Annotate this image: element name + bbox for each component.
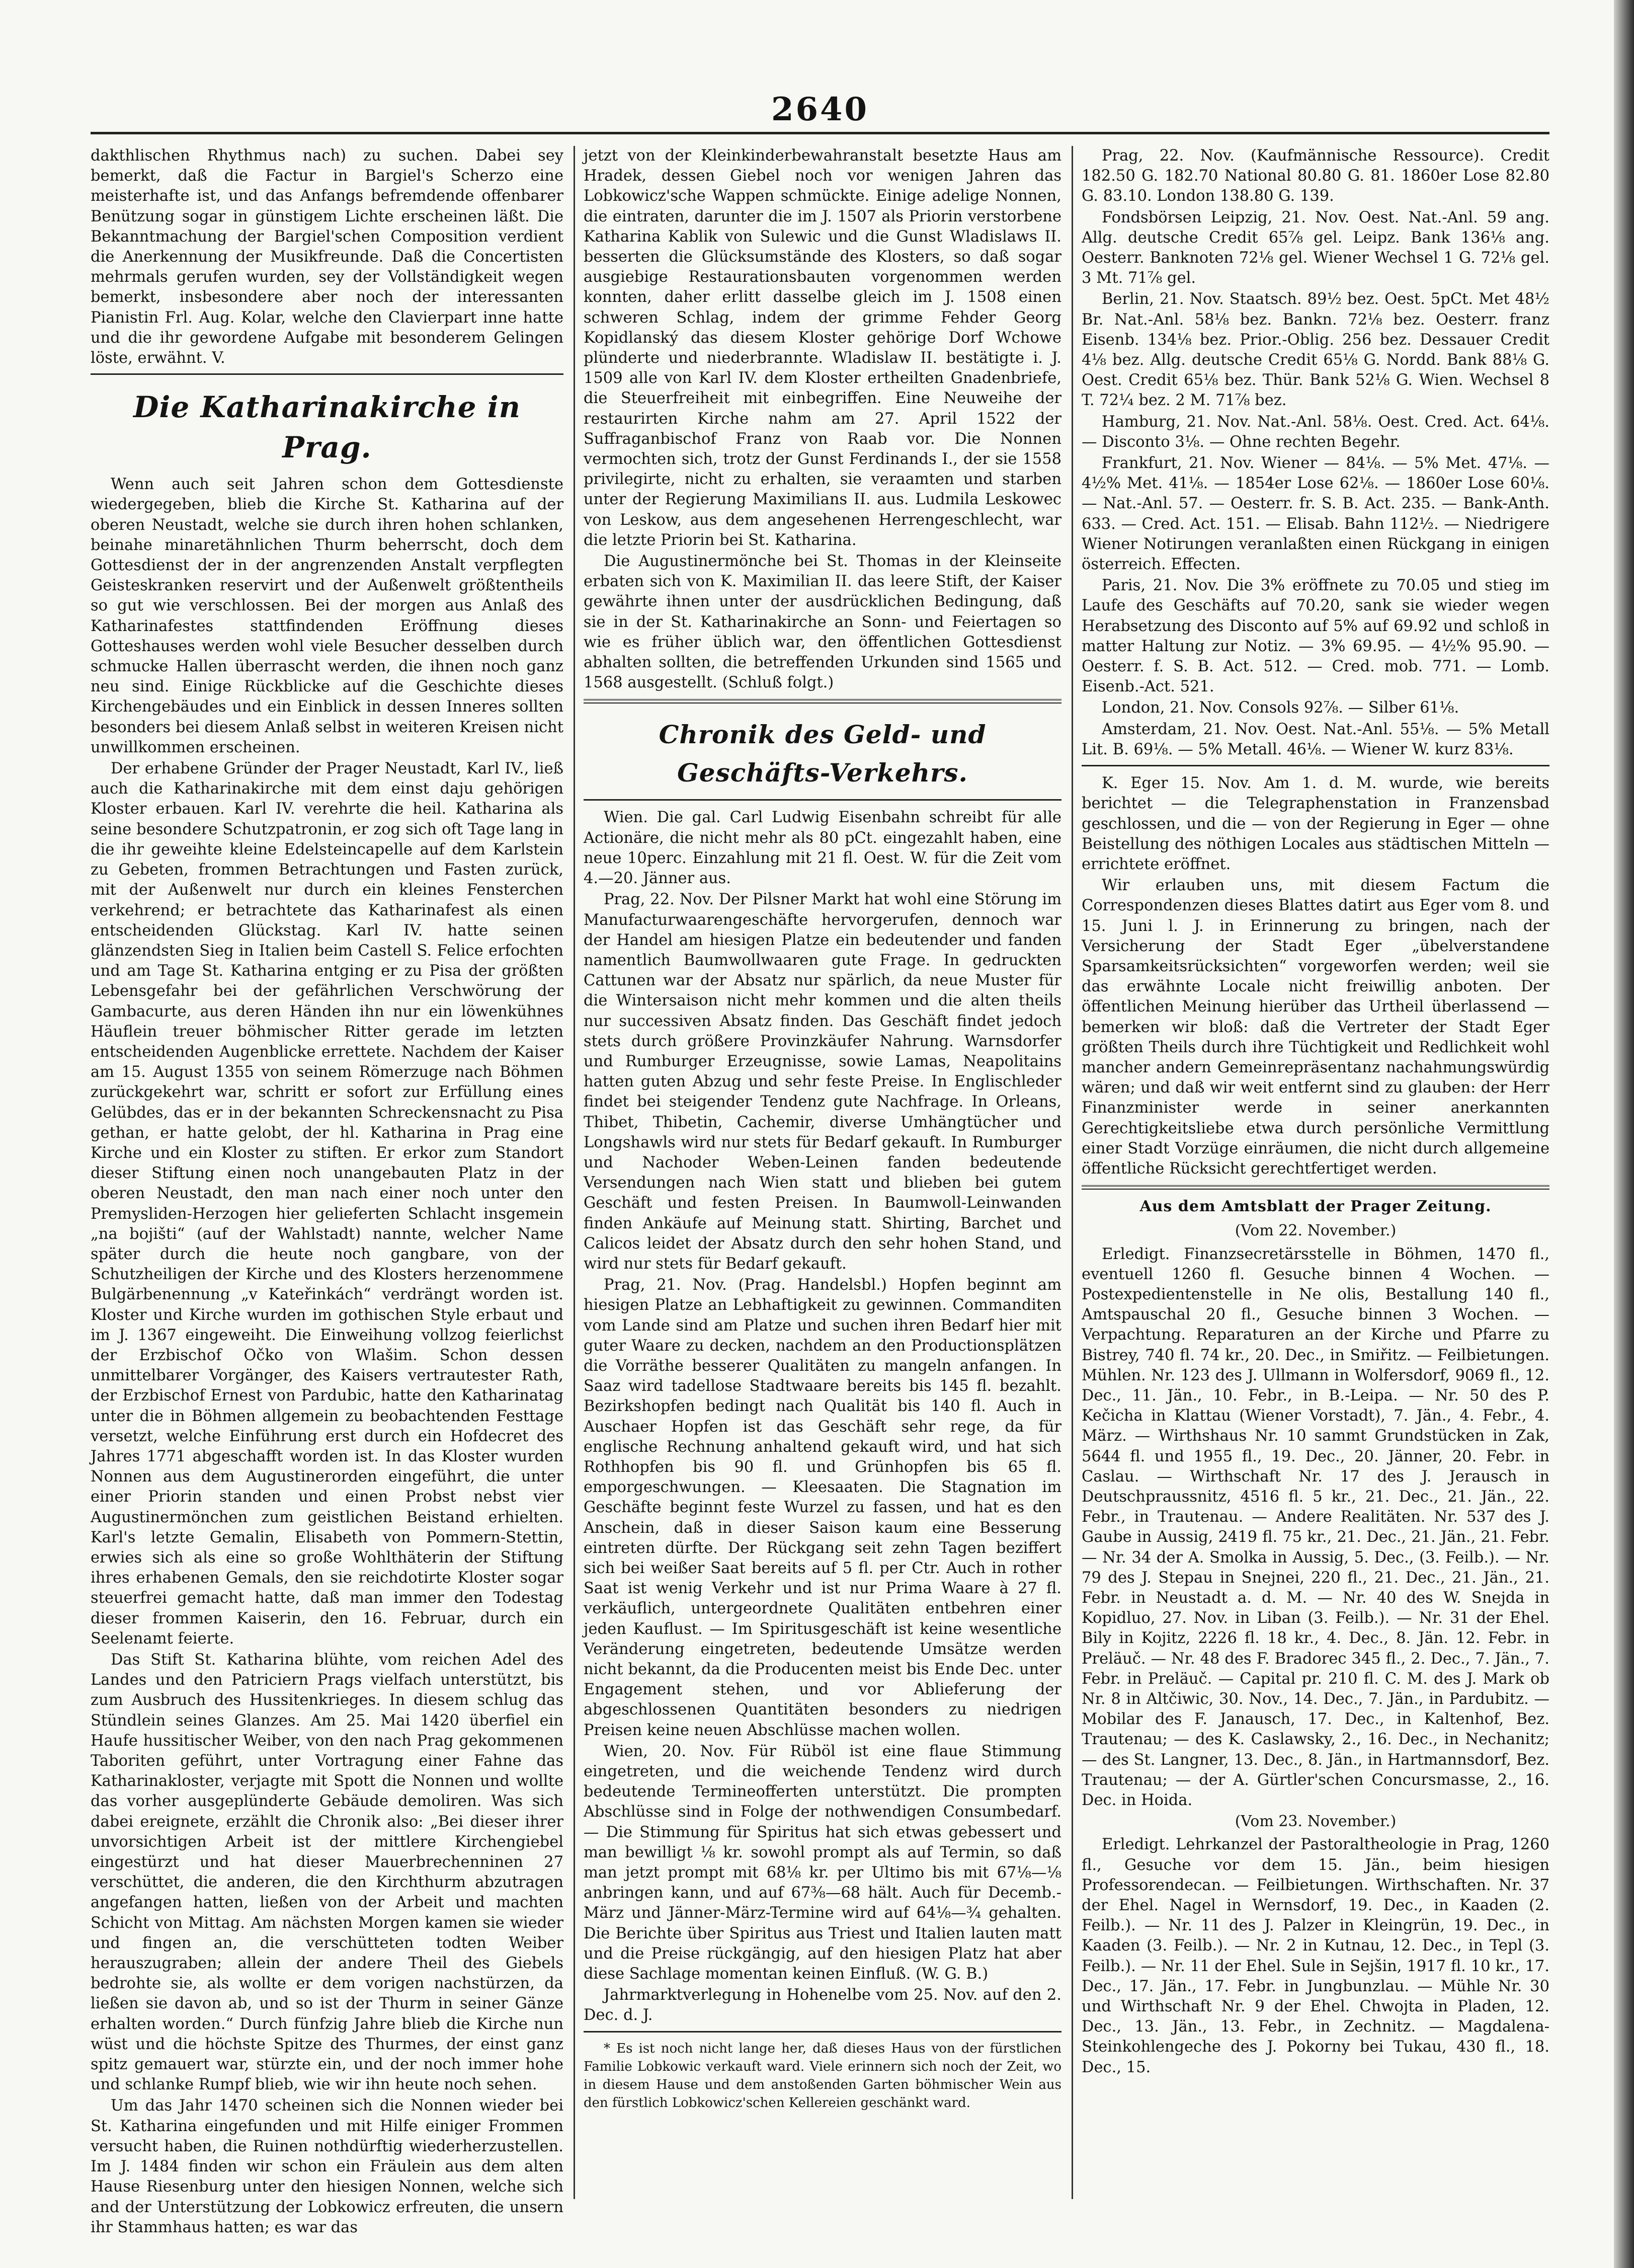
- page-number: 2640: [771, 91, 869, 128]
- section-rule: [91, 373, 563, 375]
- paragraph: Um das Jahr 1470 scheinen sich die Nonnen wieder bei St. Katharina eingefunden und mit Hilfe einiger Frommen versucht haben, die Ruinen nothdürftig wiederherzustellen. Im J. 1484 finden wir schon ein Fräulein aus dem alten Hause Riesenburg unter den hiesigen Nonnen, welche sich and der Unterstützung der Lobkowicz erfreuten, die unsern ihr Stammhaus hatten; es war das: [91, 2097, 563, 2236]
- paragraph: Das Stift St. Katharina blühte, vom reichen Adel des Landes und den Patriciern Prags vielfach unterstützt, bis zum Ausbruch des Hussitenkrieges. In diesem schlug das Stündlein seines Glanzes. Am 25. Mai 1420 überfiel ein Haufe hussitischer Weiber, von den nach Prag gekommenen Taboriten geführt, unter Vortragung einer Fahne das Katharinakloster, verjagte mit Spott die Nonnen und wollte das vorher ausgeplünderte Gebäude demoliren. Was sich dabei ereignete, erzählt die Chronik also: „Bei dieser ihrer unvorsichtigen Arbeit ist der mittlere Kirchengiebel eingestürzt und hat dieser Mauerbrechenninen 27 verschüttet, die anderen, die den Kirchthurm abzutragen angefangen hatten, ließen von der Arbeit und machten Schicht von Mittag. Am nächsten Morgen kamen sie wieder und fingen an, die verschütteten todten Weiber herauszugraben; allein der andere Theil des Giebels bedrohte sie, als wollte er dem vorigen nachstürzen, da ließen sie davon ab, und so ist der Thurm in seiner Gänze erhalten worden.“ Durch fünfzig Jahre blieb die Kirche nun wüst und die höchste Spitze des Thurmes, der einst ganz spitz gemauert war, stürzte ein, und der noch immer hohe und schlanke Rumpf blieb, wie wir ihn heute noch sehen.: [91, 1651, 563, 2094]
- column-divider: [1072, 146, 1073, 2199]
- paragraph: Prag, 21. Nov. (Prag. Handelsbl.) Hopfen beginnt am hiesigen Platze an Lebhaftigkeit zu gewinnen. Commanditen vom Lande sind am Platze und suchen ihren Bedarf hier mit guter Waare zu decken, nachdem an den Productionsplätzen die Vorräthe besserer Qualitäten zu mangeln anfangen. In Saaz wird tadellose Stadtwaare bereits bis 145 fl. bezahlt. Bezirkshopfen bedingt nach Qualität bis 140 fl. Auch in Auschaer Hopfen ist das Geschäft sehr rege, da für englische Rechnung anhaltend gekauft wird, und hat sich Rothhopfen bis 90 fl. und Grünhopfen bis 65 fl. emporgeschwungen. — Kleesaaten. Die Stagnation im Geschäfte beginnt feste Wurzel zu fassen, und hat es den Anschein, daß in dieser Saison kaum eine Besserung eintreten dürfte. Der Rückgang seit zehn Tagen beziffert sich bei weißer Saat bereits auf 5 fl. per Ctr. Auch in rother Saat ist wenig Verkehr und ist nur Prima Waare à 27 fl. verkäuflich, untergeordnete Qualitäten entbehren einer jeden Kauflust. — Im Spiritusgeschäft ist keine wesentliche Veränderung eingetreten, bedeutende Umsätze werden nicht bekannt, da die Producenten meist bis Ende Dec. unter Engagement stehen, und vor Ablieferung der abgeschlossenen Quantitäten besonders zu niedrigen Preisen keine neuen Abschlüsse machen wollen.: [584, 1276, 1061, 1739]
- column-2: [584, 146, 1061, 2199]
- date-subhead: (Vom 23. November.): [1235, 1813, 1397, 1831]
- paragraph: Prag, 22. Nov. Der Pilsner Markt hat wohl eine Störung im Manufacturwaarengeschäfte hervorgerufen, dennoch war der Handel am hiesigen Platze ein bedeutender und fanden namentlich Baumwollwaaren gute Frage. In gedruckten Cattunen war der Absatz nur spärlich, da neue Muster für die Wintersaison nicht mehr kommen und die alten theils nur successiven Absatz finden. Das Geschäft findet jedoch stets durch größere Provinzkäufer Nahrung. Warnsdorfer und Rumburger Erzeugnisse, sowie Lamas, Neapolitains hatten guten Abzug und sehr feste Preise. In Englischleder findet bei steigender Tendenz gute Nachfrage. In Orleans, Thibet, Thibetin, Cachemir, diverse Umhängtücher und Longshawls wird nur stets für Bedarf gekauft. In Rumburger und Nachoder Weben-Leinen fanden bedeutende Versendungen nach Wien statt und blieben bei gutem Geschäft und festen Preisen. In Baumwoll-Leinwanden finden Ankäufe auf Meinung statt. Shirting, Barchet und Calicos leidet der Absatz durch den sehr hohen Stand, und wird nur stets für Bedarf gekauft.: [584, 891, 1061, 1273]
- section-rule: [1082, 765, 1549, 766]
- market-report: Amsterdam, 21. Nov. Oest. Nat.-Anl. 55⅛. — 5% Metall Lit. B. 69⅛. — 5% Metall. 46⅛. — Wiener W. kurz 83⅛.: [1082, 720, 1549, 758]
- market-report: Frankfurt, 21. Nov. Wiener — 84⅛. — 5% Met. 47⅛. — 4½% Met. 41⅛. — 1854er Lose 62⅛. — 1860er Lose 60⅛. — Nat.-Anl. 57. — Oesterr. fr. S. B. Act. 235. — Bank-Anth. 633. — Cred. Act. 151. — Elisab. Bahn 112½. — Niedrigere Wiener Notirungen veranlaßten einen Rückgang in einigen österreich. Effecten.: [1082, 454, 1549, 574]
- column-divider: [574, 146, 575, 2199]
- paragraph: Erledigt. Finanzsecretärsstelle in Böhmen, 1470 fl., eventuell 1260 fl. Gesuche binnen 4 Wochen. — Postexpedientenstelle in Ne olis, Bestallung 140 fl., Amtspauschal 20 fl., Gesuche binnen 3 Wochen. — Verpachtung. Reparaturen an der Kirche und Pfarre zu Bistrey, 740 fl. 74 kr., 20. Dec., in Smiřitz. — Feilbietungen. Mühlen. Nr. 123 des J. Ullmann in Wolfersdorf, 9069 fl., 12. Dec., 11. Jän., 10. Febr., in B.-Leipa. — Nr. 50 des P. Kečicha in Klattau (Wiener Vorstadt), 7. Jän., 4. Febr., 4. März. — Wirthshaus Nr. 10 sammt Grundstücken in Zak, 5644 fl. und 1955 fl., 19. Dec., 20. Jänner, 20. Febr. in Caslau. — Wirthschaft Nr. 17 des J. Jerausch in Deutschpraussnitz, 4516 fl. 5 kr., 21. Dec., 21. Jän., 22. Febr., in Trautenau. — Andere Realitäten. Nr. 537 des J. Gaube in Aussig, 2419 fl. 75 kr., 21. Dec., 21. Jän., 21. Febr. — Nr. 34 der A. Smolka in Aussig, 5. Dec., (3. Feilb.). — Nr. 79 des J. Stepau in Snejnei, 220 fl., 21. Dec., 21. Jän., 21. Febr. in Neustadt a. d. M. — Nr. 40 des W. Snejda in Kopidluo, 27. Nov. in Liban (3. Feilb.). — Nr. 31 der Ehel. Bily in Kojitz, 2226 fl. 18 kr., 4. Dec., 8. Jän. 12. Febr. in Preläuč. — Nr. 48 des F. Bradorec 345 fl., 2. Dec., 7. Jän., 7. Febr. in Preläuč. — Capital pr. 210 fl. C. M. des J. Mark ob Nr. 8 in Altčiwic, 30. Nov., 14. Dec., 7. Jän., in Pardubitz. — Mobilar des F. Janausch, 17. Dec., in Kaltenhof, Bez. Trautenau; — des K. Caslawsky, 2., 16. Dec., in Nechanitz; — des St. Langner, 13. Dec., 8. Jän., in Hartmannsdorf, Bez. Trautenau; — der A. Gürtler'schen Concursmasse, 2., 16. Dec. in Hoida.: [1082, 1245, 1549, 1810]
- paragraph: Die Augustinermönche bei St. Thomas in der Kleinseite erbaten sich von K. Maximilian II. das leere Stift, der Kaiser gewährte ihnen unter der ausdrücklichen Bedingung, daß sie in der St. Katharinakirche an Sonn- und Feiertagen so wie es früher üblich war, den öffentlichen Gottesdienst abhalten sollten, die betreffenden Urkunden sind 1565 und 1568 ausgestellt. (Schluß folgt.): [584, 553, 1061, 692]
- header-rule: [91, 132, 1549, 134]
- market-report: Berlin, 21. Nov. Staatsch. 89½ bez. Oest. 5pCt. Met 48½ Br. Nat.-Anl. 58⅛ bez. Bankn. 72⅛ bez. Oesterr. franz Eisenb. 134⅛ bez. Prior.-Oblig. 256 bez. Dessauer Credit 4⅛ bez. Allg. deutsche Credit 65⅛ G. Nordd. Bank 88⅛ G. Oest. Credit 65⅛ bez. Thür. Bank 52⅛ G. Wien. Wechsel 8 T. 72¼ bez. 2 M. 71⅞ bez.: [1082, 290, 1549, 410]
- market-report: Prag, 22. Nov. (Kaufmännische Ressource). Credit 182.50 G. 182.70 National 80.80 G. 81. 1860er Lose 82.80 G. 83.10. London 138.80 G. 139.: [1082, 147, 1549, 205]
- section-rule: [1082, 1185, 1549, 1190]
- section-rule: [584, 799, 1061, 801]
- paragraph: Wir erlauben uns, mit diesem Factum die Correspondenzen dieses Blattes datirt aus Eger vom 8. und 15. Juni l. J. in Erinnerung zu bringen, nach der Versicherung der Stadt Eger „übelverstandene Sparsamkeitsrücksichten“ vorgeworfen werden; weil sie das erwähnte Locale nicht freiwillig anboten. Der öffentlichen Meinung hierüber das Urtheil überlassend — bemerken wir bloß: daß die Vertreter der Stadt Eger größten Theils durch ihre Tüchtigkeit und Redlichkeit wohl mancher andern Gemeinrepräsentanz nachahmungswürdig wären; und daß wir weit entfernt sind zu glauben: der Herr Finanzminister werde in seiner anerkannten Gerechtigkeitsliebe etwa durch persönliche Vermittlung einer Stadt Vorzüge einräumen, die nicht durch allgemeine öffentliche Rücksicht gerechtfertiget werden.: [1082, 877, 1549, 1178]
- paragraph: K. Eger 15. Nov. Am 1. d. M. wurde, wie bereits berichtet — die Telegraphenstation in Franzensbad geschlossen, und die — von der Regierung in Eger — ohne Beistellung des nöthigen Locales aus städtischen Mitteln — errichtete eröffnet.: [1082, 774, 1549, 873]
- market-report: Paris, 21. Nov. Die 3% eröffnete zu 70.05 und stieg im Laufe des Geschäfts auf 70.20, sank sie wieder wegen Herabsetzung des Disconto auf 5% auf 69.92 und schloß in matter Haltung zur Notiz. — 3% 69.95. — 4½% 95.90. — Oesterr. f. S. B. Act. 512. — Cred. mob. 771. — Lomb. Eisenb.-Act. 521.: [1082, 577, 1549, 696]
- footnote-rule: [584, 2031, 1061, 2032]
- paragraph: Jahrmarktverlegung in Hohenelbe vom 25. Nov. auf den 2. Dec. d. J.: [584, 1986, 1061, 2024]
- paragraph: Der erhabene Gründer der Prager Neustadt, Karl IV., ließ auch die Katharinakirche mit dem einst daju gehörigen Kloster erbauen. Karl IV. verehrte die heil. Katharina als seine besondere Schutzpatronin, er zog sich oft Tage lang in die ihr geweihte kleine Edelsteincapelle auf dem Karlstein zu Gebeten, frommen Betrachtungen und Fasten zurück, mit der Außenwelt nur durch ein kleines Fensterchen verkehrend; er betrachtete das Katharinafest als einen entscheidenden Glückstag. Karl IV. hatte seinen glänzendsten Sieg in Italien beim Castell S. Felice erfochten und am Tage St. Katharina entging er zu Pisa der größten Lebensgefahr bei der gefährlichen Verschwörung der Gambacurte, aus deren Händen ihn nur ein löwenkühnes Häuflein treuer böhmischer Ritter gerade im letzten entscheidenden Augenblicke errettete. Nachdem der Kaiser am 15. August 1355 von seinem Römerzuge nach Böhmen zurückgekehrt war, schritt er sofort zur Erfüllung eines Gelübdes, das er in der bekannten Schreckensnacht zu Pisa gethan, er hatte gelobt, der hl. Katharina in Prag eine Kirche und ein Kloster zu stiften. Er erkor zum Standort dieser Stiftung einen noch unangebauten Platz in der oberen Neustadt, den man nach einer noch unter den Premysliden-Herzogen hier gelieferten Schlacht insgemein „na bojišti“ (auf der Wahlstadt) nannte, welcher Name später durch die heute noch gangbare, von der Schutzheiligen der Kirche und des Klosters herzenommene Bulgärbenennung „v Kateřinkách“ verdrängt worden ist. Kloster und Kirche wurden im gothischen Style erbaut und im J. 1367 eingeweiht. Die Einweihung vollzog feierlichst der Erzbischof Očko von Wlašim. Schon dessen unmittelbarer Vorgänger, des Kaisers vertrautester Rath, der Erzbischof Ernest von Pardubic, hatte den Katharinatag unter die in Böhmen allgemein zu beobachtenden Festtage versetzt, welche Einführung erst durch ein Hofdecret des Jahres 1771 abgeschafft worden ist. In das Kloster wurden Nonnen aus dem Augustinerorden eingeführt, die unter einer Priorin standen und einen Probst nebst vier Augustinermönchen zum geistlichen Beistand erhielten. Karl's letzte Gemalin, Elisabeth von Pommern-Stettin, erwies sich als eine so große Wohlthäterin der Stiftung ihres erhabenen Gemals, den sie reichdotirte Kloster sogar steuerfrei gemacht hatte, daß man immer den Todestag dieser frommen Kaiserin, den 16. Februar, durch ein Seelenamt feierte.: [91, 760, 563, 1648]
- footnote: * Es ist noch nicht lange her, daß dieses Haus von der fürstlichen Familie Lobkowic verkauft ward. Viele erinnern sich noch der Zeit, wo in diesem Hause und dem anstoßenden Garten böhmischer Wein aus den fürstlich Lobkowicz'schen Kellereien geschänkt ward.: [584, 2041, 1061, 2110]
- section-headline: Chronik des Geld- und Geschäfts-Verkehrs.: [659, 720, 987, 788]
- article-headline: Die Katharinakirche in Prag.: [133, 390, 521, 465]
- date-subhead: (Vom 22. November.): [1235, 1222, 1397, 1240]
- paragraph: Wien. Die gal. Carl Ludwig Eisenbahn schreibt für alle Actionäre, die nicht mehr als 80 pCt. eingezahlt haben, eine neue 10perc. Einzahlung mit 21 fl. Oest. W. für die Zeit vom 4.—20. Jänner aus.: [584, 809, 1061, 888]
- paragraph: Erledigt. Lehrkanzel der Pastoraltheologie in Prag, 1260 fl., Gesuche vor dem 15. Jän., beim hiesigen Professorendecan. — Feilbietungen. Wirthschaften. Nr. 37 der Ehel. Nagel in Wernsdorf, 19. Dec., in Kaaden (2. Feilb.). — Nr. 11 des J. Palzer in Kleingrün, 19. Dec., in Kaaden (3. Feilb.). — Nr. 2 in Kutnau, 12. Dec., in Tepl (3. Feilb.). — Nr. 11 der Ehel. Sule in Sejšin, 1917 fl. 10 kr., 17. Dec., 17. Jän., 17. Febr. in Jungbunzlau. — Mühle Nr. 30 und Wirthschaft Nr. 9 der Ehel. Chwojta in Pladen, 12. Dec., 13. Jän., 13. Febr., in Zechnitz. — Magdalena-Steinkohlengeche des J. Pokorny bei Tukau, 430 fl., 18. Dec., 15.: [1082, 1836, 1549, 2076]
- section-subhead: Aus dem Amtsblatt der Prager Zeitung.: [1139, 1198, 1492, 1216]
- market-report: Fondsbörsen Leipzig, 21. Nov. Oest. Nat.-Anl. 59 ang. Allg. deutsche Credit 65⅞ gel. Leipz. Bank 136⅛ ang. Oesterr. Banknoten 72⅛ gel. Wiener Wechsel 1 G. 72⅛ gel. 3 Mt. 71⅞ gel.: [1082, 208, 1549, 287]
- paragraph: dakthlischen Rhythmus nach) zu suchen. Dabei sey bemerkt, daß die Factur in Bargiel's Scherzo eine meisterhafte ist, und das Anfangs befremdende offenbarer Benützung sogar in günstigem Lichte erscheinen läßt. Die Bekanntmachung der Bargiel'schen Composition verdient die Anerkennung der Musikfreunde. Daß die Concertisten mehrmals gerufen wurden, sey der Vollständigkeit wegen bemerkt, insbesondere aber noch der interessanten Pianistin Frl. Aug. Kolar, welche den Clavierpart inne hatte und die ihr gewordene Aufgabe mit besonderem Gelingen löste, erwähnt. V.: [91, 147, 563, 367]
- section-rule: [584, 699, 1061, 703]
- scan-edge: [1614, 0, 1634, 2268]
- paragraph: Wenn auch seit Jahren schon dem Gottesdienste wiedergegeben, blieb die Kirche St. Katharina auf der oberen Neustadt, welche sie durch ihren hohen schlanken, beinahe minaretähnlichen Thurm beherrscht, doch dem Gottesdienst der in der angrenzenden Anstalt verpflegten Geisteskranken reservirt und der Außenwelt größtentheils so gut wie verschlossen. Bei der morgen aus Anlaß des Katharinafestes stattfindenden Eröffnung dieses Gotteshauses werden wohl viele Besucher desselben durch schmucke Hallen überrascht werden, die ihnen noch ganz neu sind. Einige Rückblicke auf die Geschichte dieses Kirchengebäudes und ein Einblick in dessen Inneres sollten besonders bei diesem Anlaß selbst in weiteren Kreisen nicht unwillkommen erscheinen.: [91, 476, 563, 756]
- paragraph: Wien, 20. Nov. Für Rüböl ist eine flaue Stimmung eingetreten, und die weichende Tendenz wird durch bedeutende Termineofferten unterstützt. Die prompten Abschlüsse sind in Folge der nothwendigen Consumbedarf. — Die Stimmung für Spiritus hat sich etwas gebessert und man bewilligt ⅛ kr. sowohl prompt als auf Termin, so daß man jetzt prompt mit 68⅛ kr. per Ultimo bis mit 67⅛—⅛ anbringen kann, und auf 67⅜—68 hält. Auch für Decemb.-März und Jänner-März-Termine wird auf 64⅛—¾ gehalten. Die Berichte über Spiritus aus Triest und Italien lauten matt und die Preise rückgängig, auf den hiesigen Platz hat aber diese Sachlage momentan keinen Einfluß. (W. G. B.): [584, 1742, 1061, 1983]
- column-1: [91, 146, 563, 2236]
- market-report: Hamburg, 21. Nov. Nat.-Anl. 58⅛. Oest. Cred. Act. 64⅛. — Disconto 3⅛. — Ohne rechten Begehr.: [1082, 413, 1549, 451]
- paragraph: jetzt von der Kleinkinderbewahranstalt besetzte Haus am Hradek, dessen Giebel noch vor wenigen Jahren das Lobkowicz'sche Wappen schmückte. Einige adelige Nonnen, die eintraten, darunter die im J. 1507 als Priorin verstorbene Katharina Kablik von Sulewic und die Gunst Wladislaws II. besserten die Glücksumstände des Klosters, so daß sogar ausgiebige Restaurationsbauten vorgenommen werden konnten, daher erlitt dasselbe gleich im J. 1508 einen schweren Schlag, indem der grimme Fehder Georg Kopidlanský das diesem Kloster gehörige Dorf Wchowe plünderte und niederbrannte. Wladislaw II. bestätigte i. J. 1509 alle von Karl IV. dem Kloster ertheilten Gnadenbriefe, die Steuerfreiheit mit einbegriffen. Eine Neuweihe der restaurirten Kirche nahm am 27. April 1522 der Suffraganbischof Franz von Raab vor. Die Nonnen vermochten sich, trotz der Gunst Ferdinands I., der sie 1558 privilegirte, nicht zu erhalten, sie veraamten und starben unter der Regierung Maximilians II. aus. Ludmila Leskowec von Leskow, aus dem angesehenen Herrengeschlecht, war die letzte Priorin bei St. Katharina.: [584, 147, 1061, 549]
- column-3: [1082, 146, 1549, 2199]
- market-report: London, 21. Nov. Consols 92⅞. — Silber 61⅛.: [1102, 699, 1459, 717]
